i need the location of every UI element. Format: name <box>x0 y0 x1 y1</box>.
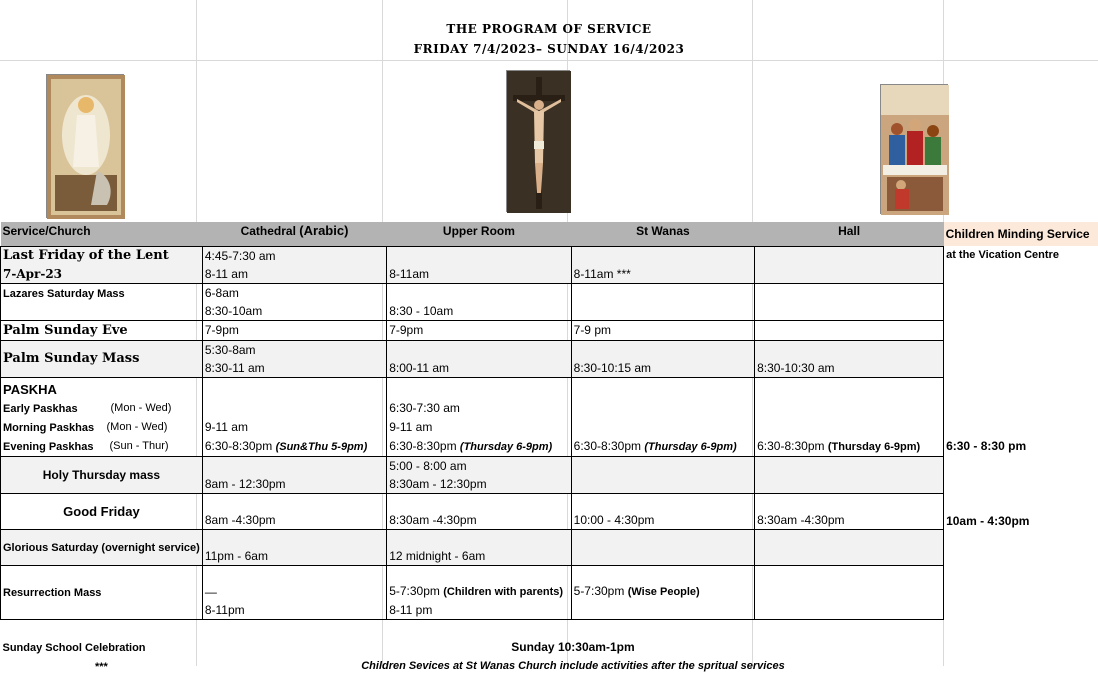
evening-cathedral-note: (Sun&Thu 5-9pm) <box>276 441 368 453</box>
evening-wanas-time: 6:30-8:30pm <box>574 439 641 453</box>
lazares-cathedral-1: 6-8am <box>205 284 384 302</box>
good-friday-label: Good Friday <box>63 504 140 519</box>
resurrection-upper-2: 8-11 pm <box>389 601 568 619</box>
header-service: Service/Church <box>1 222 203 246</box>
header-st-wanas: St Wanas <box>571 222 754 246</box>
holy-thursday-label: Holy Thursday mass <box>43 468 160 482</box>
good-friday-cathedral: 8am -4:30pm <box>202 494 386 530</box>
footnote-text: Children Sevices at St Wanas Church include activities after the spritual services <box>202 657 943 676</box>
evening-children: 6:30 - 8:30 pm <box>944 437 1098 457</box>
last-friday-date: 7-Apr-23 <box>3 265 200 283</box>
morning-paskhas-upper-room: 9-11 am <box>387 418 571 437</box>
evening-cathedral-time: 6:30-8:30pm <box>205 439 272 453</box>
row-palm-sunday-mass <box>1 340 1098 377</box>
row-resurrection <box>1 566 1098 620</box>
palm-eve-upper-room: 7-9pm <box>387 320 571 340</box>
resurrection-upper-1: 5-7:30pm <box>389 584 440 598</box>
glorious-label: Glorious Saturday (overnight service) <box>3 542 200 554</box>
row-paskha-heading <box>1 377 1098 399</box>
evening-paskhas-days: (Sun - Thur) <box>110 437 169 455</box>
early-paskhas-upper-room: 6:30-7:30 am <box>387 399 571 418</box>
morning-paskhas-label: Morning Paskhas <box>3 422 94 434</box>
service-schedule-table <box>0 222 1098 676</box>
evening-wanas-note: (Thursday 6-9pm) <box>644 441 736 453</box>
row-glorious-saturday <box>1 530 1098 566</box>
early-paskhas-days: (Mon - Wed) <box>111 399 172 417</box>
program-dates: FRIDAY 7/4/2023– SUNDAY 16/4/2023 <box>0 42 1098 56</box>
morning-paskhas-cathedral: 9-11 am <box>202 418 386 437</box>
header-hall: Hall <box>755 222 944 246</box>
palm-mass-hall: 8:30-10:30 am <box>755 340 944 377</box>
palm-mass-cathedral-1: 5:30-8am <box>205 341 384 359</box>
header-cathedral: Cathedral (Arabic) <box>202 222 386 246</box>
resurrection-upper-note: (Children with parents) <box>443 586 563 598</box>
row-good-friday <box>1 494 1098 530</box>
glorious-cathedral: 11pm - 6am <box>202 530 386 566</box>
holy-thursday-cathedral: 8am - 12:30pm <box>202 457 386 494</box>
evening-hall-time: 6:30-8:30pm <box>757 439 824 453</box>
lazares-upper-room: 8:30 - 10am <box>387 283 571 320</box>
row-sunday-school <box>1 638 1098 657</box>
program-title: THE PROGRAM OF SERVICE <box>0 22 1098 36</box>
header-children-minding: Children Minding Service <box>944 222 1098 246</box>
resurrection-label: Resurrection Mass <box>3 587 101 599</box>
row-evening-paskhas <box>1 437 1098 457</box>
morning-paskhas-days: (Mon - Wed) <box>107 418 168 436</box>
last-friday-upper-room: 8-11am <box>387 246 571 283</box>
last-friday-st-wanas: 8-11am *** <box>571 246 754 283</box>
evening-hall-note: (Thursday 6-9pm) <box>828 441 920 453</box>
early-paskhas-label: Early Paskhas <box>3 403 78 415</box>
row-lazares <box>1 283 1098 320</box>
crucifix-icon <box>506 70 570 212</box>
palm-mass-label: Palm Sunday Mass <box>3 351 139 366</box>
last-friday-cathedral-1: 4:45-7:30 am <box>205 247 384 265</box>
header-row <box>1 222 1098 246</box>
glorious-upper-room: 12 midnight - 6am <box>387 530 571 566</box>
resurrection-wanas-note: (Wise People) <box>628 586 700 598</box>
palm-mass-cathedral-2: 8:30-11 am <box>205 359 384 377</box>
row-morning-paskhas <box>1 418 1098 437</box>
row-last-friday <box>1 246 1098 283</box>
resurrection-wanas-time: 5-7:30pm <box>574 584 625 598</box>
last-friday-cathedral-2: 8-11 am <box>205 265 384 283</box>
footnote-marker: *** <box>95 661 108 673</box>
good-friday-st-wanas: 10:00 - 4:30pm <box>571 494 754 530</box>
paskha-label: PASKHA <box>3 382 57 397</box>
good-friday-children: 10am - 4:30pm <box>944 494 1098 530</box>
palm-mass-upper-room: 8:00-11 am <box>387 340 571 377</box>
row-footnote <box>1 657 1098 676</box>
sunday-school-value: Sunday 10:30am-1pm <box>202 638 943 657</box>
holy-thursday-upper-1: 5:00 - 8:00 am <box>389 457 568 475</box>
sunday-school-label: Sunday School Celebration <box>3 642 146 654</box>
palm-eve-st-wanas: 7-9 pm <box>571 320 754 340</box>
evening-upper-time: 6:30-8:30pm <box>389 439 456 453</box>
last-friday-children: at the Vication Centre <box>944 246 1098 283</box>
row-holy-thursday <box>1 457 1098 494</box>
good-friday-hall: 8:30am -4:30pm <box>755 494 944 530</box>
palm-eve-cathedral: 7-9pm <box>202 320 386 340</box>
last-friday-label: Last Friday of the Lent <box>3 247 200 265</box>
resurrection-cathedral-1: — <box>205 583 384 601</box>
row-early-paskhas <box>1 399 1098 418</box>
holy-thursday-upper-2: 8:30am - 12:30pm <box>389 475 568 493</box>
evening-paskhas-label: Evening Paskhas <box>3 441 94 453</box>
resurrection-cathedral-2: 8-11pm <box>205 601 384 619</box>
resurrection-icon <box>46 74 124 218</box>
lazares-label: Lazares Saturday Mass <box>3 288 125 300</box>
palm-mass-st-wanas: 8:30-10:15 am <box>571 340 754 377</box>
evening-upper-note: (Thursday 6-9pm) <box>460 441 552 453</box>
palm-eve-label: Palm Sunday Eve <box>3 323 128 338</box>
header-upper-room: Upper Room <box>387 222 571 246</box>
last-supper-icon <box>880 84 948 214</box>
row-palm-sunday-eve <box>1 320 1098 340</box>
good-friday-upper-room: 8:30am -4:30pm <box>387 494 571 530</box>
lazares-cathedral-2: 8:30-10am <box>205 302 384 320</box>
